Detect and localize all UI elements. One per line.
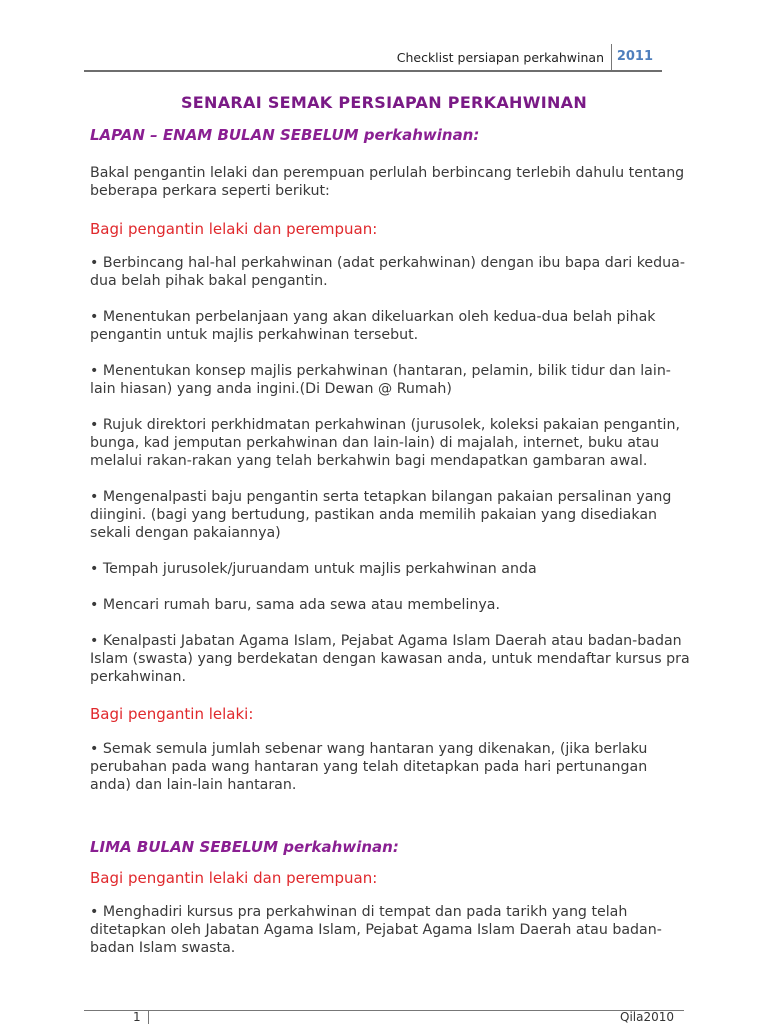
list-item: • Menghadiri kursus pra perkahwinan di tempat dan pada tarikh yang telah ditetapkan oleh Jabatan Agama Islam, Pejabat Agama Islam Daerah atau badan-badan Islam swasta. [90,904,662,956]
footer-divider [148,1011,149,1024]
list-item: • Mengenalpasti baju pengantin serta tetapkan bilangan pakaian persalinan yang diingini. (bagi yang bertudung, pastikan anda memilih pakaian yang disediakan sekali dengan pakaiannya) [90,489,672,541]
list-item: • Menentukan perbelanjaan yang akan dikeluarkan oleh kedua-dua belah pihak pengantin untuk majlis perkahwinan tersebut. [90,309,656,343]
header-title: Checklist persiapan perkahwinan [396,50,604,65]
list-item: • Mencari rumah baru, sama ada sewa atau membelinya. [90,597,500,613]
document-body [90,126,690,957]
header-year: 2011 [616,49,653,64]
footer-rule [84,1010,684,1011]
list-item: • Rujuk direktori perkhidmatan perkahwinan (jurusolek, koleksi pakaian pengantin, bunga, kad jemputan perkahwinan dan lain-lain) di majalah, internet, buku atau melalui rakan-rakan yang telah berkahwin bagi mendapatkan gambaran awal. [90,417,680,469]
subheading-groom: Bagi pengantin lelaki: [90,705,254,723]
page-header [84,44,662,72]
page-number: 1 [133,1010,141,1024]
list-item: • Semak semula jumlah sebenar wang hantaran yang dikenakan, (jika berlaku perubahan pada wang hantaran yang telah ditetapkan pada hari pertunangan anda) dan lain-lain hantaran. [90,741,648,793]
document-title: SENARAI SEMAK PERSIAPAN PERKAHWINAN [180,93,588,112]
list-item: • Tempah jurusolek/juruandam untuk majlis perkahwinan anda [90,561,537,577]
section-heading-2: LIMA BULAN SEBELUM perkahwinan: [90,838,399,856]
section-heading-1: LAPAN – ENAM BULAN SEBELUM perkahwinan: [90,126,480,144]
footer-author: Qila2010 [620,1010,675,1024]
list-item: • Kenalpasti Jabatan Agama Islam, Pejabat Agama Islam Daerah atau badan-badan Islam (swasta) yang berdekatan dengan kawasan anda, untuk mendaftar kursus pra perkahwinan. [90,633,690,685]
list-item: • Berbincang hal-hal perkahwinan (adat perkahwinan) dengan ibu bapa dari kedua-dua belah pihak bakal pengantin. [90,255,685,289]
intro-paragraph: Bakal pengantin lelaki dan perempuan perlulah berbincang terlebih dahulu tentang beberapa perkara seperti berikut: [90,165,685,199]
header-divider [611,44,612,70]
subheading-both-2: Bagi pengantin lelaki dan perempuan: [90,869,378,887]
list-item: • Menentukan konsep majlis perkahwinan (hantaran, pelamin, bilik tidur dan lain-lain hiasan) yang anda ingini.(Di Dewan @ Rumah) [90,363,671,397]
subheading-both: Bagi pengantin lelaki dan perempuan: [90,220,378,238]
